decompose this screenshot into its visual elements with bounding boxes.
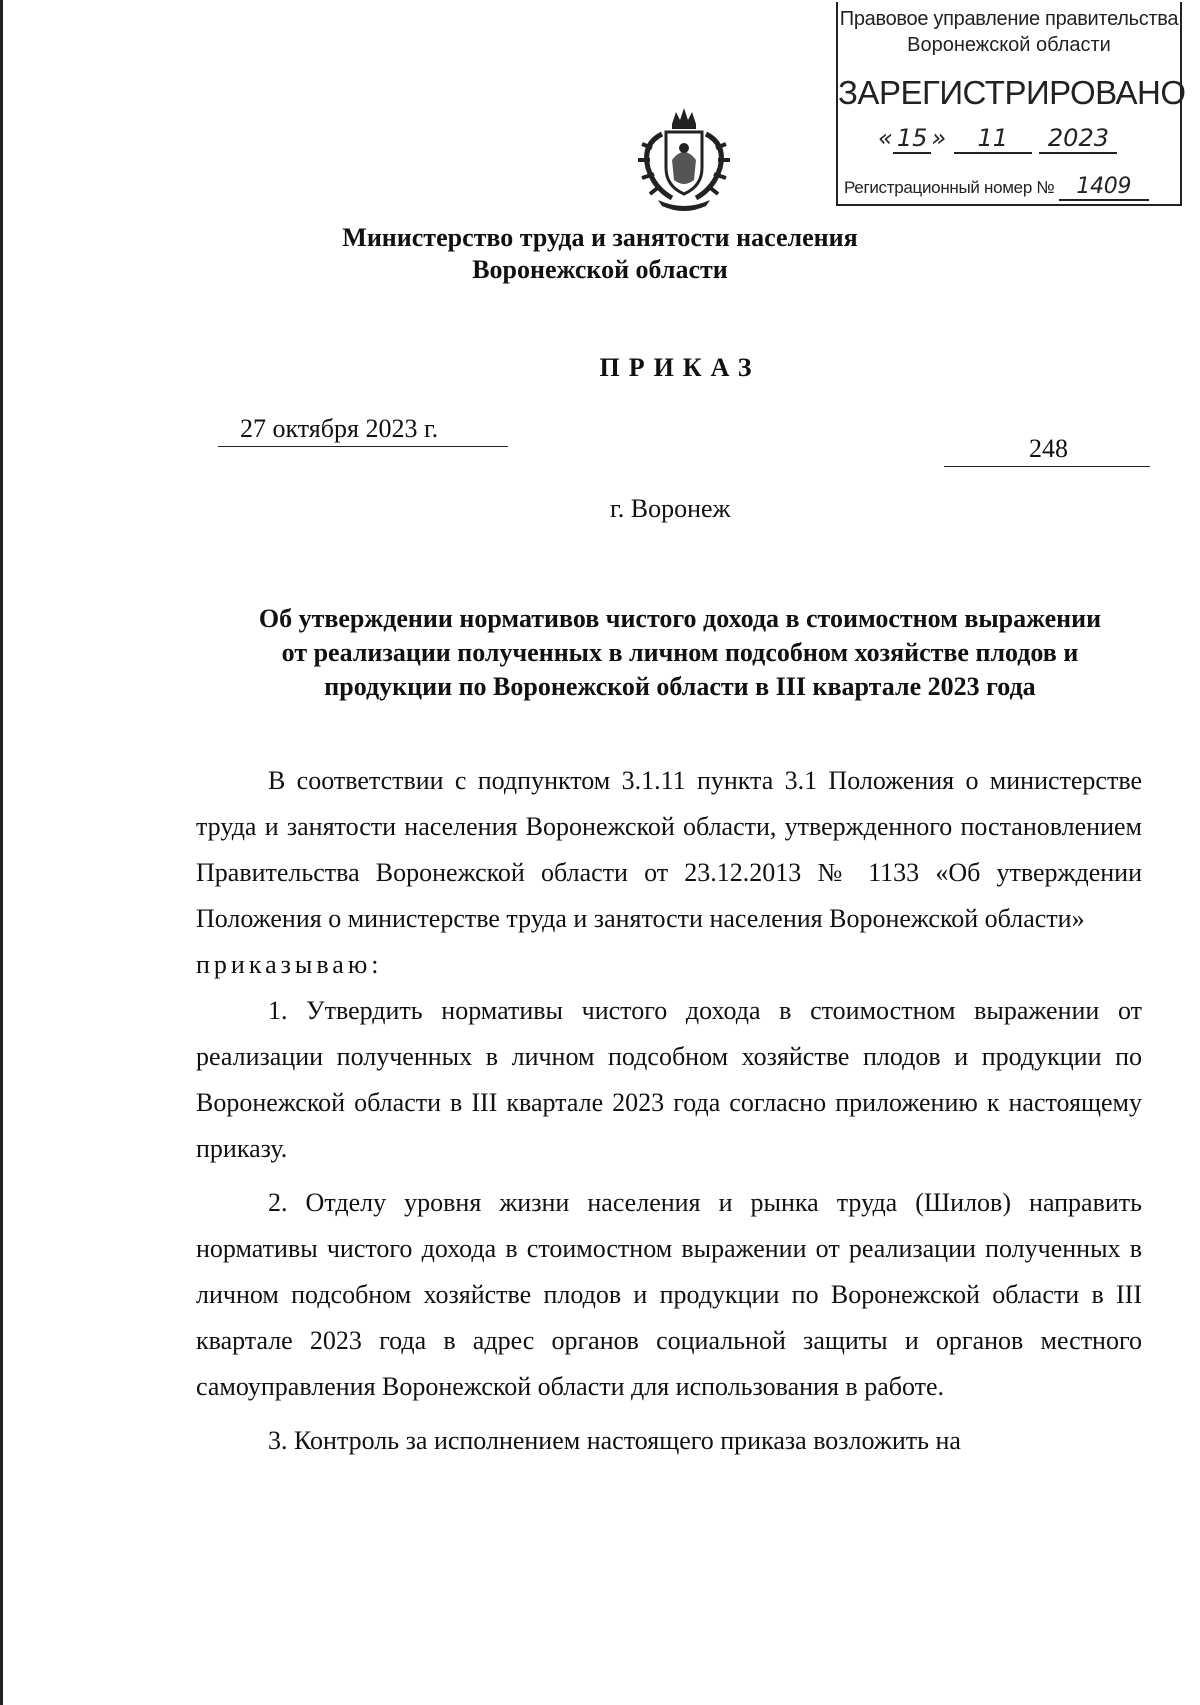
order-item-2: 2. Отделу уровня жизни населения и рынка труда (Шилов) направить нормативы чистого дохода в стоимостном выражении от реализации полученных в личном подсобном хозяйстве плодов и продукции по Воронежской области в III квартале 2023 года в адрес органов социальной защиты и органов местного самоуправления Воронежской области для использования в работе. <box>196 1188 1142 1401</box>
order-city: г. Воронеж <box>610 494 731 523</box>
order-subject <box>210 602 1150 704</box>
order-item-1: 1. Утвердить нормативы чистого дохода в стоимостном выражении от реализации полученных в личном подсобном хозяйстве плодов и продукции по Воронежской области в III квартале 2023 года согласно приложению к настоящему приказу. <box>196 996 1142 1163</box>
preamble-paragraph: В соответствии с подпунктом 3.1.11 пункта 3.1 Положения о министерстве труда и занятости населения Воронежской области, утвержденного постановлением Правительства Воронежской области от 23.12.2013 № 1133 «Об утверждении Положения о министерстве труда и занятости населения Воронежской области» <box>196 766 1142 933</box>
stamp-year: 2023 <box>1039 124 1117 154</box>
stamp-reg-number-label: Регистрационный номер № <box>844 178 1055 197</box>
stamp-date: « 15 » 11 2023 <box>878 124 1117 154</box>
registration-stamp <box>836 2 1186 206</box>
document-type-heading: ПРИКАЗ <box>599 353 761 382</box>
order-word: приказываю: <box>196 950 383 979</box>
ministry-name <box>0 222 1200 286</box>
order-body <box>196 758 1142 1464</box>
order-item-3: 3. Контроль за исполнением настоящего приказа возложить на <box>268 1426 961 1455</box>
stamp-reg-number: 1409 <box>1059 174 1149 201</box>
ministry-line1: Министерство труда и занятости населения <box>342 223 858 252</box>
ministry-line2: Воронежской области <box>472 255 728 284</box>
subject-line3: продукции по Воронежской области в III квартале 2023 года <box>324 672 1036 701</box>
stamp-reg-number-row <box>844 174 1149 201</box>
stamp-authority-line2: Воронежской области <box>907 34 1111 56</box>
order-number: 248 <box>944 432 1150 467</box>
stamp-day: 15 <box>893 124 932 154</box>
coat-of-arms-icon <box>632 104 736 212</box>
stamp-registered-label: ЗАРЕГИСТРИРОВАНО <box>838 74 1186 111</box>
subject-line2: от реализации полученных в личном подсобном хозяйстве плодов и <box>281 638 1079 667</box>
order-date: 27 октября 2023 г. <box>218 412 508 447</box>
stamp-month: 11 <box>954 124 1032 154</box>
subject-line1: Об утверждении нормативов чистого дохода в стоимостном выражении <box>258 604 1102 633</box>
stamp-authority-line1: Правовое управление правительства <box>839 8 1179 30</box>
